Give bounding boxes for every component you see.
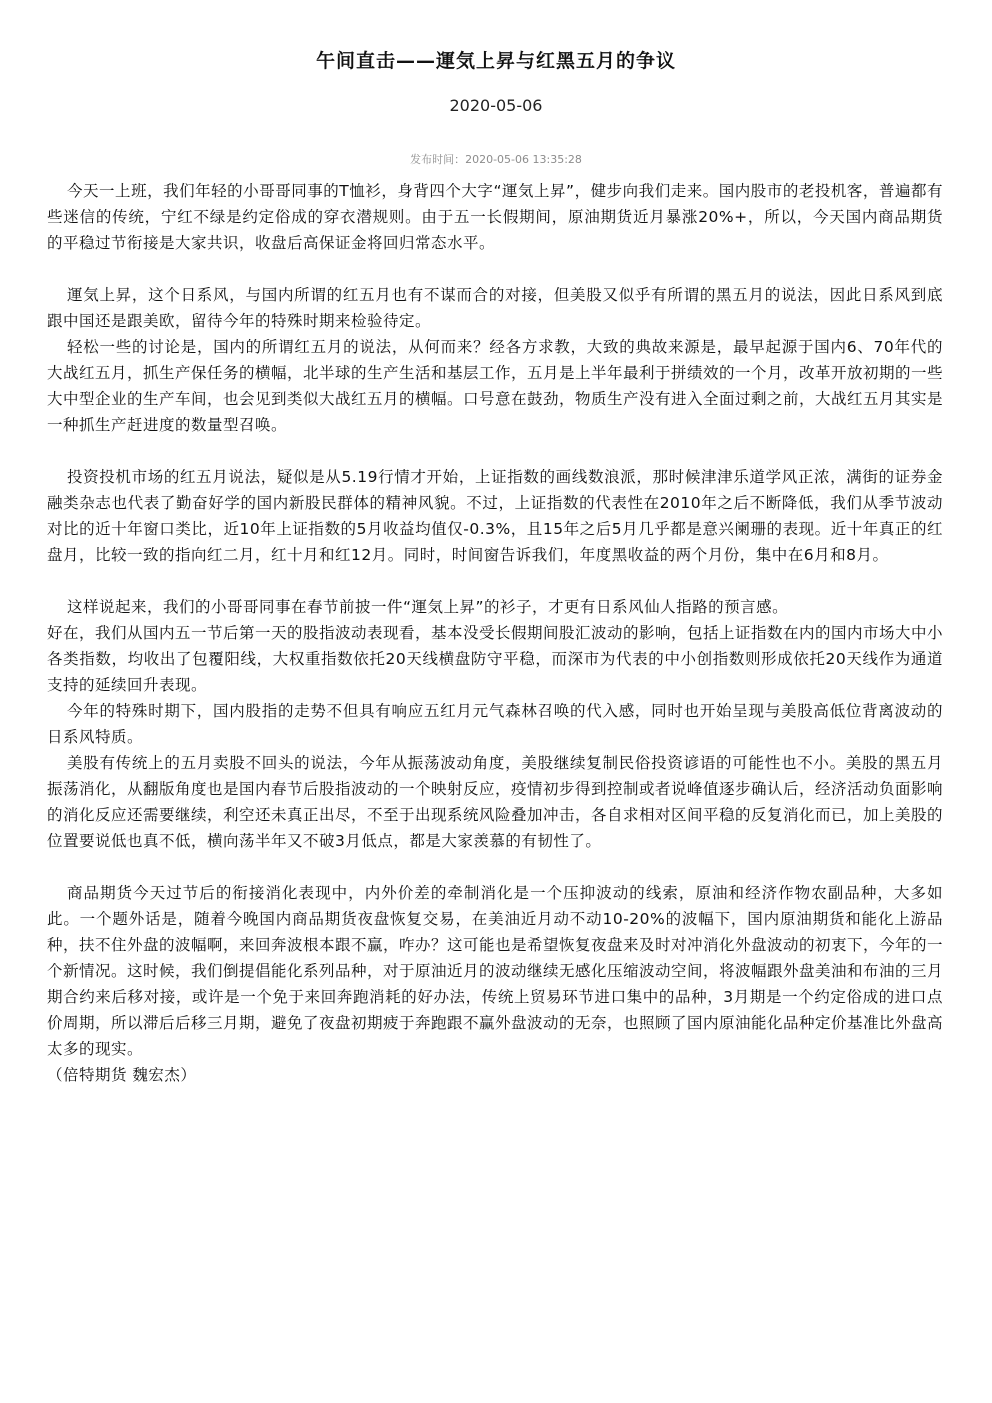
paragraph-4: 投资投机市场的红五月说法，疑似是从5.19行情才开始，上证指数的画线数浪派，那时候津津乐道学风正浓，满街的证券金融类杂志也代表了勤奋好学的国内新股民群体的精神风貌。不过，上证指数的代表性在2010年之后不断降低，我们从季节波动对比的近十年窗口类比，近10年上证指数的5月收益均值仅-0.3%，且15年之后5月几乎都是意兴阑珊的表现。近十年真正的红盘月，比较一致的指向红二月，红十月和红12月。同时，时间窗告诉我们，年度黑收益的两个月份，集中在6月和8月。 xyxy=(47,468,943,564)
paragraph-6: 好在，我们从国内五一节后第一天的股指波动表现看，基本没受长假期间股汇波动的影响，包括上证指数在内的国内市场大中小各类指数，均收出了包覆阳线，大权重指数依托20天线横盘防守平稳，而深市为代表的中小创指数则形成依托20天线作为通道支持的延续回升表现。 xyxy=(47,624,944,694)
paragraph-7: 今年的特殊时期下，国内股指的走势不但具有响应五红月元气森林召唤的代入感，同时也开始呈现与美股高低位背离波动的日系风特质。 xyxy=(47,702,943,746)
paragraph-2: 運気上昇，这个日系风，与国内所谓的红五月也有不谋而合的对接，但美股又似乎有所谓的黑五月的说法，因此日系风到底跟中国还是跟美欧，留待今年的特殊时期来检验待定。 xyxy=(47,286,943,330)
paragraph-5: 这样说起来，我们的小哥哥同事在春节前披一件“運気上昇”的衫子，才更有日系风仙人指路的预言感。 xyxy=(67,598,789,616)
article-title: 午间直击——運気上昇与红黑五月的争议 xyxy=(315,50,676,72)
article-date: 2020-05-06 xyxy=(449,96,543,115)
paragraph-9: 商品期货今天过节后的衔接消化表现中，内外价差的牵制消化是一个压抑波动的线索，原油和经济作物农副品种，大多如此。一个题外话是，随着今晚国内商品期货夜盘恢复交易，在美油近月动不动10-20%的波幅下，国内原油期货和能化上游品种，扶不住外盘的波幅啊，来回奔波根本跟不赢，咋办？这可能也是希望恢复夜盘来及时对冲消化外盘波动的初衷下，今年的一个新情况。这时候，我们倒提倡能化系列品种，对于原油近月的波动继续无感化压缩波动空间，将波幅跟外盘美油和布油的三月期合约来后移对接，或许是一个免于来回奔跑消耗的好办法，传统上贸易环节进口集中的品种，3月期是一个约定俗成的进口点价周期，所以滞后后移三月期，避免了夜盘初期疲于奔跑跟不赢外盘波动的无奈，也照顾了国内原油能化品种定价基准比外盘高太多的现实。 xyxy=(47,884,944,1058)
author-signature: （倍特期货 魏宏杰） xyxy=(47,1066,197,1084)
article-body xyxy=(47,178,943,1088)
paragraph-8: 美股有传统上的五月卖股不回头的说法，今年从振荡波动角度，美股继续复制民俗投资谚语的可能性也不小。美股的黑五月振荡消化，从翻版角度也是国内春节后股指波动的一个映射反应，疫情初步得到控制或者说峰值逐步确认后，经济活动负面影响的消化反应还需要继续，利空还未真正出尽，不至于出现系统风险叠加冲击，各自求相对区间平稳的反复消化而已，加上美股的位置要说低也真不低，横向荡半年又不破3月低点，都是大家羡慕的有韧性了。 xyxy=(47,754,944,850)
paragraph-1: 今天一上班，我们年轻的小哥哥同事的T恤衫，身背四个大字“運気上昇”，健步向我们走来。国内股市的老投机客，普遍都有些迷信的传统，宁红不绿是约定俗成的穿衣潜规则。由于五一长假期间，原油期货近月暴涨20%+，所以，今天国内商品期货的平稳过节衔接是大家共识，收盘后高保证金将回归常态水平。 xyxy=(47,182,943,252)
publish-time: 发布时间：2020-05-06 13:35:28 xyxy=(410,153,582,166)
paragraph-3: 轻松一些的讨论是，国内的所谓红五月的说法，从何而来？经各方求教，大致的典故来源是，最早起源于国内6、70年代的大战红五月，抓生产保任务的横幅，北半球的生产生活和基层工作，五月是上半年最利于拼绩效的一个月，改革开放初期的一些大中型企业的生产车间，也会见到类似大战红五月的横幅。口号意在鼓劲，物质生产没有进入全面过剩之前，大战红五月其实是一种抓生产赶进度的数量型召唤。 xyxy=(47,338,944,434)
